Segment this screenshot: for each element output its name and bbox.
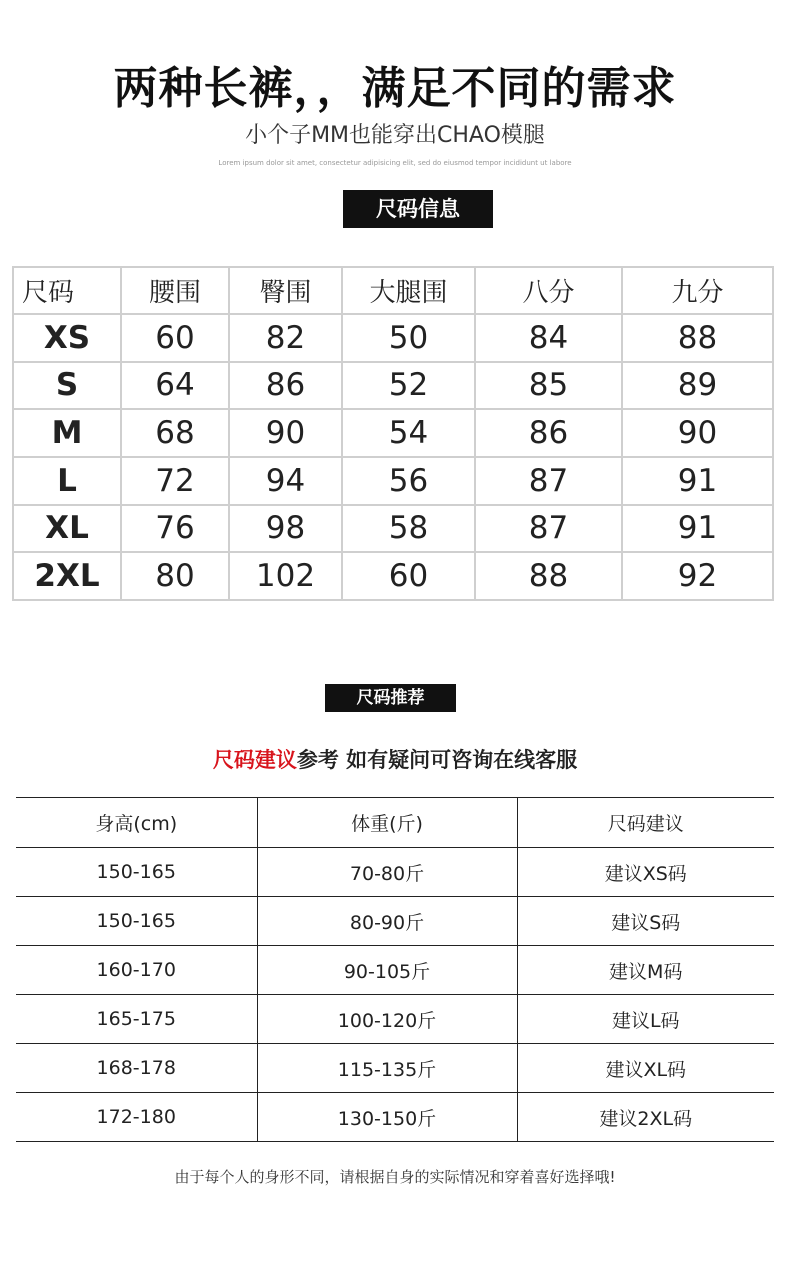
size-table-cell: 91	[622, 457, 773, 505]
rec-table-cell: 150-165	[96, 910, 176, 932]
size-table-cell: 89	[622, 362, 773, 410]
size-table-cell: 92	[622, 552, 773, 600]
rec-table-cell: 150-165	[96, 861, 176, 883]
size-table-size-cell: S	[13, 362, 121, 410]
size-table-cell: 84	[475, 314, 622, 362]
rec-table-header-cell: 身高(cm)	[95, 813, 178, 835]
advice-note	[0, 744, 790, 774]
rec-table-cell: 172-180	[96, 1106, 176, 1128]
size-table-cell: 91	[622, 505, 773, 553]
rec-table-cell: 建议XS码	[517, 848, 774, 897]
advice-note-text: 参考 如有疑问可咨询在线客服	[296, 748, 578, 772]
rec-table-row	[16, 995, 774, 1044]
size-table-cell: 68	[121, 409, 229, 457]
size-table-header-cell: 大腿围	[342, 267, 475, 314]
rec-table-row	[16, 1093, 774, 1142]
size-table-cell: 72	[121, 457, 229, 505]
size-table-size-cell: L	[13, 457, 121, 505]
size-table-row	[13, 505, 773, 553]
rec-table-cell: 70-80斤	[257, 848, 517, 897]
size-table-cell: 58	[342, 505, 475, 553]
size-table-cell: 94	[229, 457, 342, 505]
size-table-header-cell: 腰围	[121, 267, 229, 314]
rec-table-cell: 建议2XL码	[517, 1093, 774, 1142]
rec-table-cell: 160-170	[96, 959, 176, 981]
rec-table-row	[16, 946, 774, 995]
advice-note-highlight: 尺码建议	[212, 748, 297, 772]
rec-table-cell: 建议S码	[517, 897, 774, 946]
rec-table-cell: 建议XL码	[517, 1044, 774, 1093]
size-table-header-cell: 臀围	[229, 267, 342, 314]
size-table-row	[13, 552, 773, 600]
rec-table-header-row	[16, 798, 774, 848]
size-info-label: 尺码信息	[343, 190, 493, 228]
rec-table-cell: 建议M码	[517, 946, 774, 995]
size-table-size-cell: XS	[13, 314, 121, 362]
size-table-size-cell: 2XL	[13, 552, 121, 600]
rec-table-row	[16, 848, 774, 897]
size-table-size-cell: XL	[13, 505, 121, 553]
size-table-cell: 54	[342, 409, 475, 457]
size-info-table	[12, 266, 774, 601]
size-table-cell: 87	[475, 505, 622, 553]
size-table-cell: 86	[475, 409, 622, 457]
size-table-cell: 76	[121, 505, 229, 553]
rec-table-cell: 100-120斤	[257, 995, 517, 1044]
size-table-cell: 60	[121, 314, 229, 362]
rec-table-cell: 165-175	[96, 1008, 176, 1030]
size-table-cell: 60	[342, 552, 475, 600]
size-recommend-table	[16, 797, 774, 1142]
size-table-cell: 87	[475, 457, 622, 505]
size-recommend-label: 尺码推荐	[325, 684, 456, 712]
rec-table-row	[16, 1044, 774, 1093]
size-table-cell: 85	[475, 362, 622, 410]
size-table-row	[13, 314, 773, 362]
page-title: 两种长裤，，满足不同的需求	[113, 63, 677, 114]
size-table-cell: 52	[342, 362, 475, 410]
size-table-header-cell: 尺码	[13, 267, 121, 314]
size-table-cell: 88	[622, 314, 773, 362]
lorem-caption: Lorem ipsum dolor sit amet, consectetur adipisicing elit, sed do eiusmod tempor incididunt ut labore	[218, 159, 572, 167]
size-table-cell: 86	[229, 362, 342, 410]
rec-table-cell: 90-105斤	[257, 946, 517, 995]
rec-table-cell: 130-150斤	[257, 1093, 517, 1142]
size-table-cell: 98	[229, 505, 342, 553]
rec-table-header-cell: 体重(斤)	[257, 798, 517, 848]
size-table-cell: 102	[229, 552, 342, 600]
size-table-cell: 90	[229, 409, 342, 457]
footer-note: 由于每个人的身形不同，请根据自身的实际情况和穿着喜好选择哦!	[174, 1168, 616, 1186]
size-table-row	[13, 409, 773, 457]
rec-table-cell: 115-135斤	[257, 1044, 517, 1093]
size-table-header-cell: 八分	[475, 267, 622, 314]
size-table-cell: 82	[229, 314, 342, 362]
size-table-cell: 50	[342, 314, 475, 362]
size-table-row	[13, 362, 773, 410]
size-table-row	[13, 457, 773, 505]
size-table-cell: 88	[475, 552, 622, 600]
page-subtitle: 小个子MM也能穿出CHAO模腿	[245, 123, 545, 148]
size-table-cell: 56	[342, 457, 475, 505]
size-table-header-row	[13, 267, 773, 314]
rec-table-header-cell: 尺码建议	[517, 798, 774, 848]
rec-table-cell: 80-90斤	[257, 897, 517, 946]
size-table-header-cell: 九分	[622, 267, 773, 314]
size-table-cell: 90	[622, 409, 773, 457]
rec-table-row	[16, 897, 774, 946]
size-table-size-cell: M	[13, 409, 121, 457]
rec-table-cell: 168-178	[96, 1057, 176, 1079]
size-table-cell: 80	[121, 552, 229, 600]
size-table-cell: 64	[121, 362, 229, 410]
rec-table-cell: 建议L码	[517, 995, 774, 1044]
